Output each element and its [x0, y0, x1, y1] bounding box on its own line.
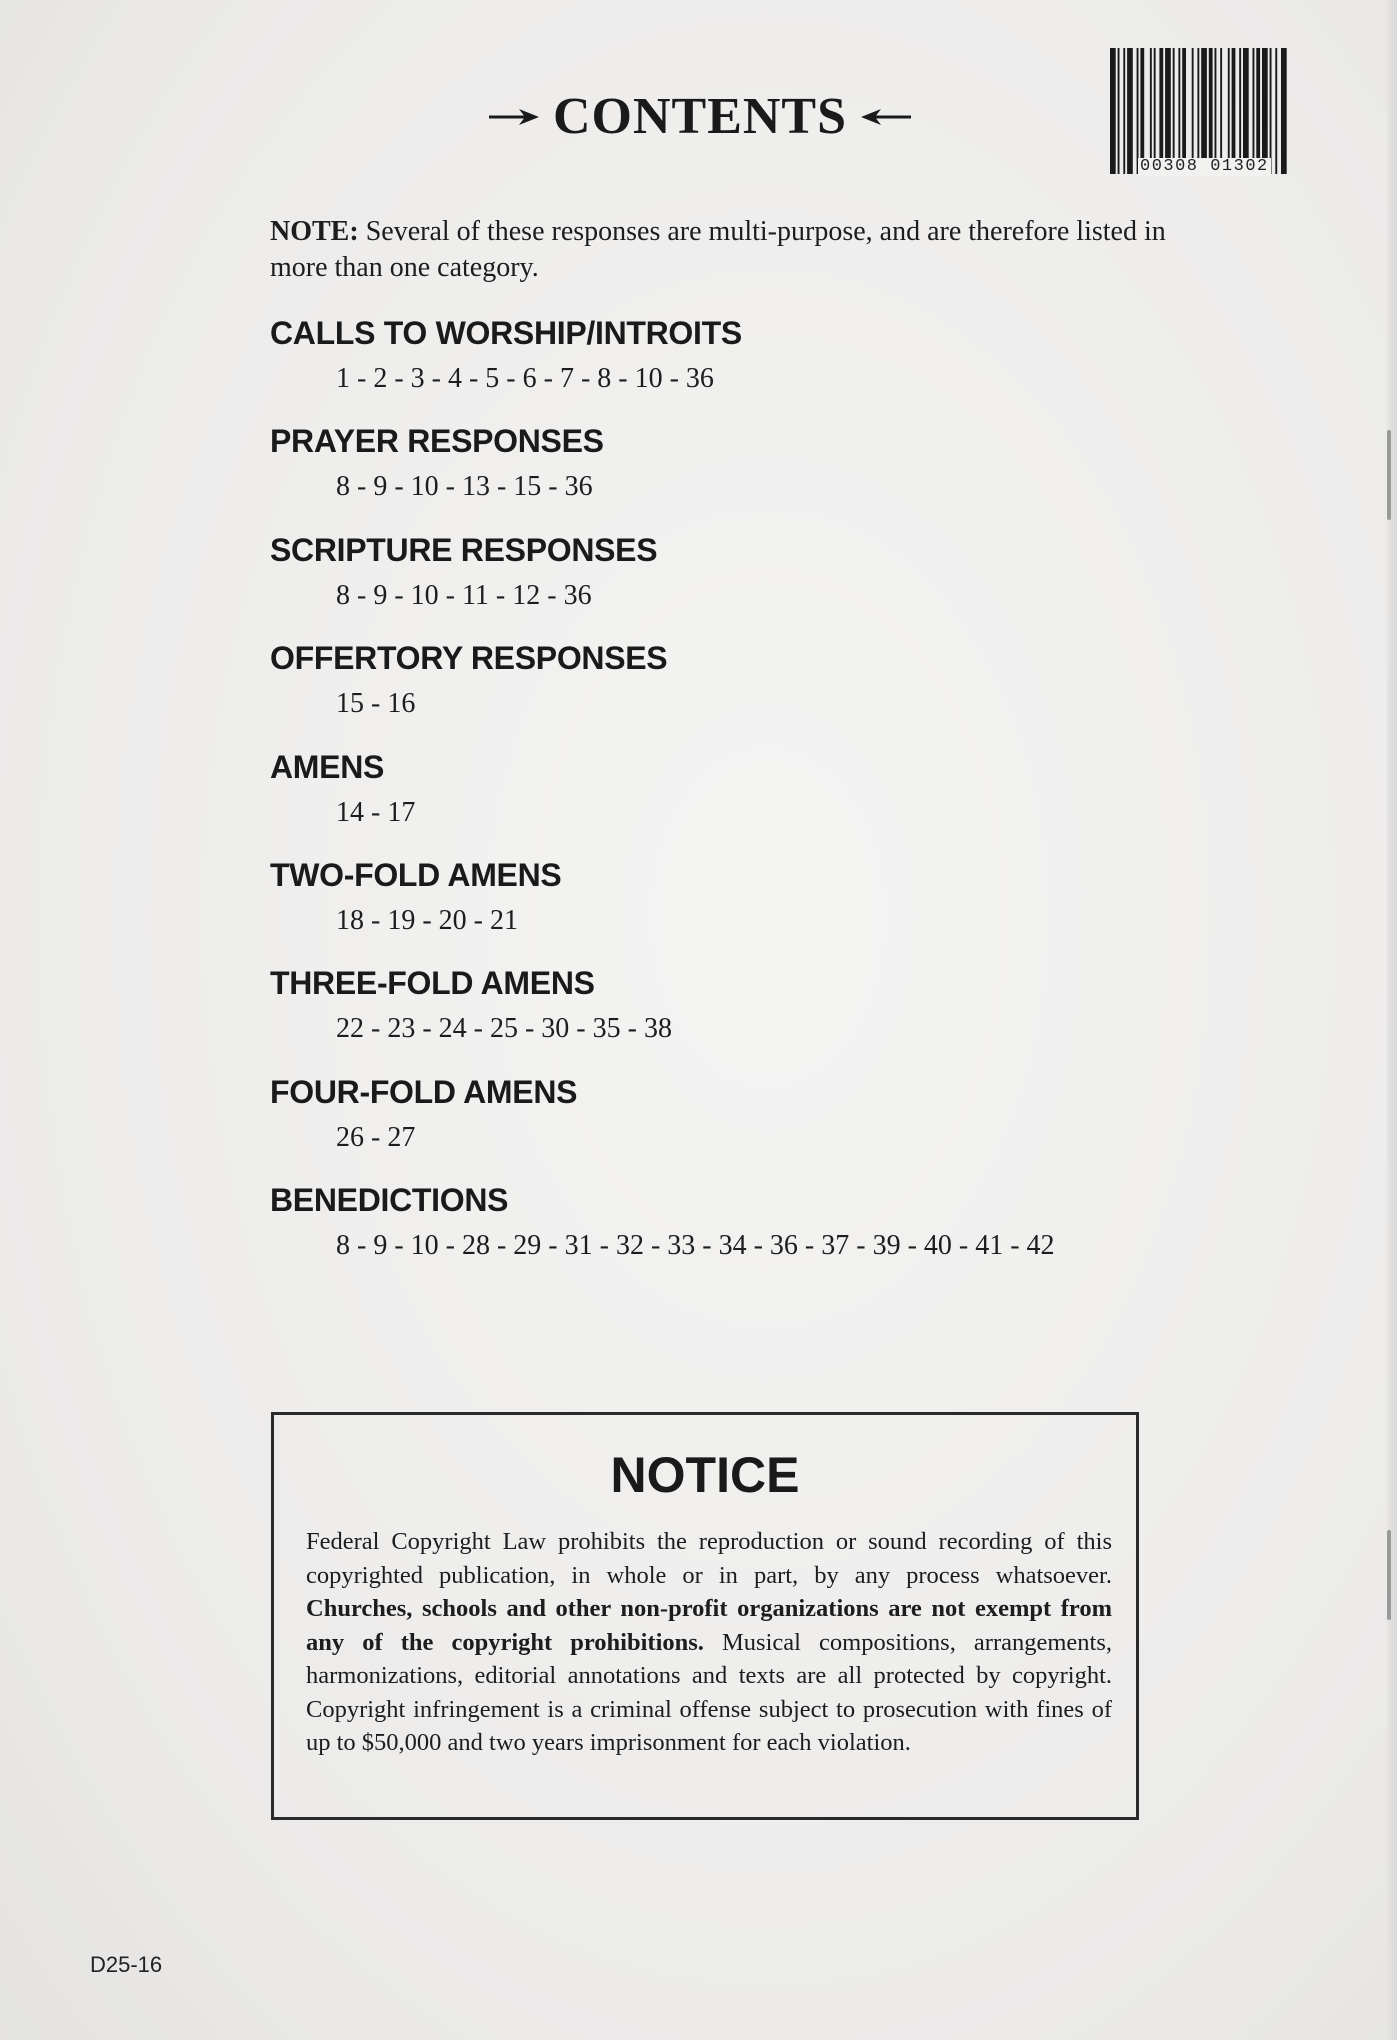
section-heading: TWO-FOLD AMENS — [270, 857, 562, 893]
section-prayer-responses — [270, 422, 1270, 504]
note — [270, 214, 1170, 286]
section-numbers: 8 - 9 - 10 - 13 - 15 - 36 — [336, 471, 593, 502]
section-two-fold-amens — [270, 856, 1270, 938]
arrow-left-ornament-icon — [861, 108, 911, 126]
section-numbers: 18 - 19 - 20 - 21 — [336, 905, 518, 936]
section-calls-to-worship — [270, 314, 1270, 396]
section-heading: BENEDICTIONS — [270, 1182, 509, 1218]
notice-text: Musical compositions, arrangements, harmonizations, editorial annotations and texts are all protected by copyright. Copyright infringement is a criminal offense subject to prosecution with fines of up to $50,000 and two years imprisonment for each violation. — [306, 1628, 1112, 1756]
section-heading: AMENS — [270, 749, 385, 785]
section-numbers: 26 - 27 — [336, 1122, 416, 1153]
section-three-fold-amens — [270, 964, 1270, 1046]
section-heading: FOUR-FOLD AMENS — [270, 1074, 578, 1110]
section-heading: SCRIPTURE RESPONSES — [270, 532, 658, 568]
barcode-digits: 00308 01302 — [1140, 157, 1269, 176]
copyright-notice-box — [271, 1412, 1139, 1820]
staple — [1387, 430, 1391, 520]
notice-bold-text: Churches, schools and other non-profit organizations are not exempt from any of the copyright prohibitions. — [306, 1595, 1112, 1656]
section-heading: CALLS TO WORSHIP/INTROITS — [270, 315, 742, 351]
note-label: NOTE: — [270, 216, 359, 247]
notice-text: Federal Copyright Law prohibits the reproduction or sound recording of this copyrighted publication, in whole or in part, by any process whatsoever. — [306, 1528, 1112, 1589]
section-scripture-responses — [270, 531, 1270, 613]
notice-body — [306, 1525, 1112, 1760]
section-amens — [270, 748, 1270, 830]
section-numbers: 8 - 9 - 10 - 11 - 12 - 36 — [336, 580, 592, 611]
notice-title: NOTICE — [610, 1447, 800, 1503]
section-numbers: 8 - 9 - 10 - 28 - 29 - 31 - 32 - 33 - 34 - 36 - 37 - 39 - 40 - 41 - 42 — [336, 1230, 1055, 1261]
section-numbers: 14 - 17 — [336, 797, 416, 828]
staple — [1387, 1530, 1391, 1620]
section-heading: PRAYER RESPONSES — [270, 423, 604, 459]
section-numbers: 22 - 23 - 24 - 25 - 30 - 35 - 38 — [336, 1013, 672, 1044]
section-heading: OFFERTORY RESPONSES — [270, 640, 668, 676]
page-title — [420, 82, 980, 152]
section-four-fold-amens — [270, 1073, 1270, 1155]
contents-title: CONTENTS — [552, 88, 848, 145]
page-edge — [1387, 0, 1397, 2040]
catalog-code: D25-16 — [90, 1952, 163, 1977]
section-benedictions — [270, 1181, 1270, 1263]
section-offertory-responses — [270, 639, 1270, 721]
section-heading: THREE-FOLD AMENS — [270, 965, 595, 1001]
arrow-right-ornament-icon — [489, 108, 539, 126]
note-text: Several of these responses are multi-purpose, and are therefore listed in more than one category. — [270, 216, 1166, 283]
section-numbers: 1 - 2 - 3 - 4 - 5 - 6 - 7 - 8 - 10 - 36 — [336, 363, 714, 394]
section-numbers: 15 - 16 — [336, 688, 416, 719]
barcode — [1108, 48, 1364, 178]
